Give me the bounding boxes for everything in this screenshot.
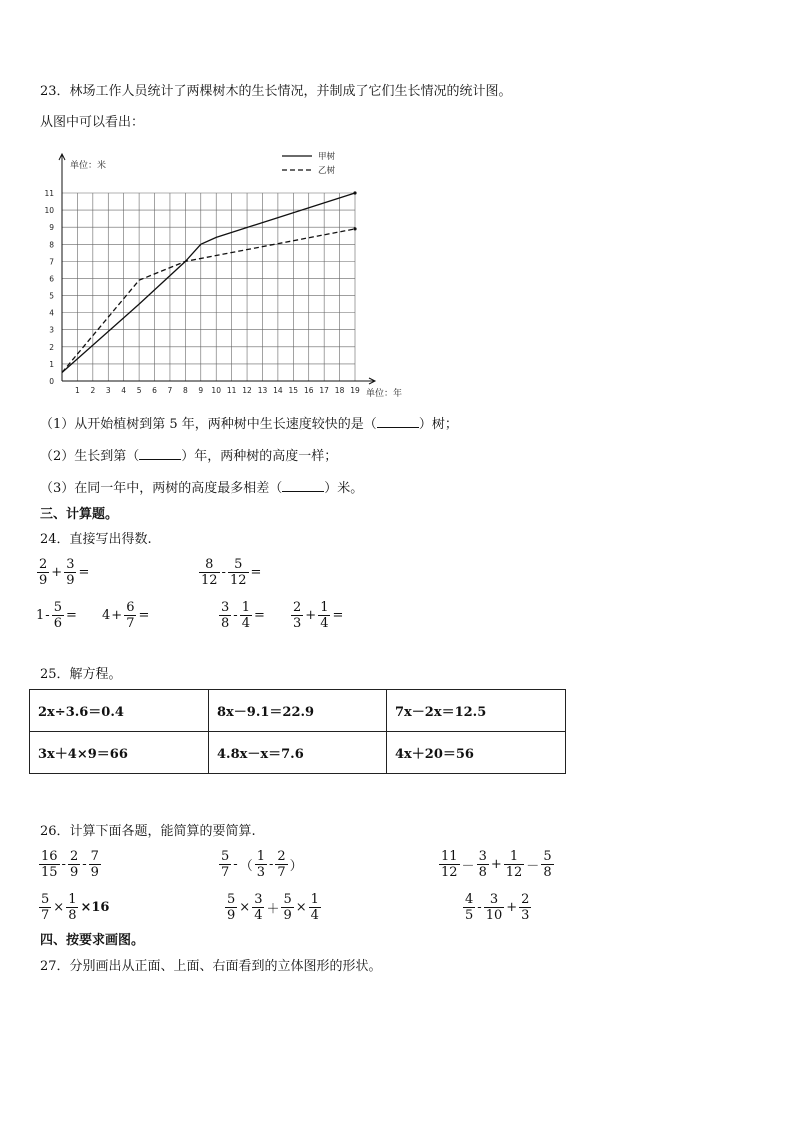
fraction [225, 892, 237, 923]
math-token: = [78, 565, 90, 580]
growth-line-chart [36, 146, 416, 408]
math-token: 7 [90, 849, 99, 864]
math-token: × [295, 900, 307, 915]
series-end-point [353, 227, 356, 230]
fraction [66, 892, 78, 923]
math-token: 12 [229, 573, 247, 588]
math-token: 9 [39, 573, 48, 588]
math-token: 8 [221, 616, 230, 631]
y-tick-label: 8 [49, 240, 54, 250]
math-token: - [45, 608, 50, 623]
q26-expr-4 [38, 892, 110, 923]
q24-expr-4 [102, 600, 150, 631]
fraction [309, 892, 321, 923]
equation-cell: 2x÷3.6＝0.4 [30, 690, 209, 732]
series-end-point [353, 191, 356, 194]
math-token: （ [239, 859, 253, 874]
math-token: ×16 [80, 900, 110, 915]
y-tick-label: 0 [49, 377, 54, 386]
answer-blank-2[interactable] [139, 447, 181, 460]
q27-title: 27．分别画出从正面、上面、右面看到的立体图形的形状。 [40, 959, 382, 974]
math-token: 2 [277, 849, 286, 864]
table-row [30, 732, 566, 774]
math-token: 9 [283, 908, 292, 923]
q23-sub1 [40, 415, 458, 434]
math-token: 5 [41, 892, 50, 907]
math-token: 3 [221, 600, 230, 615]
fraction [484, 892, 505, 923]
fraction [275, 849, 287, 880]
math-token: 3 [478, 849, 487, 864]
fraction [504, 849, 525, 880]
q24-title: 24．直接写出得数. [40, 532, 152, 547]
y-tick-label: 9 [49, 223, 54, 233]
math-token: 4 [102, 608, 111, 623]
math-token: 6 [53, 616, 62, 631]
x-tick-label: 13 [257, 386, 268, 395]
math-token: 8 [478, 865, 487, 880]
math-token: 1 [241, 600, 250, 615]
math-token: + [51, 565, 63, 580]
q24-expr-5 [218, 600, 266, 631]
fraction [89, 849, 101, 880]
math-token: － [526, 859, 540, 874]
math-token: 4 [320, 616, 329, 631]
fraction [39, 892, 51, 923]
section-3-heading: 三、计算题。 [40, 507, 119, 522]
x-tick-label: 3 [105, 386, 111, 395]
x-tick-label: 15 [288, 386, 299, 395]
math-token: 3 [66, 557, 75, 572]
math-token: 4 [310, 908, 319, 923]
fraction [240, 600, 252, 631]
math-token: 5 [227, 892, 236, 907]
math-token: 11 [441, 849, 458, 864]
fraction [228, 557, 249, 588]
math-token: 8 [205, 557, 214, 572]
q26-expr-1 [38, 849, 102, 880]
fraction [199, 557, 220, 588]
math-token: 7 [221, 865, 230, 880]
math-token: 6 [126, 600, 135, 615]
math-token: － [461, 859, 475, 874]
chart-grid [62, 193, 355, 381]
x-tick-label: 14 [273, 386, 283, 395]
equation-cell: 4x＋20＝56 [387, 732, 566, 774]
math-token: 5 [221, 849, 230, 864]
math-token: 9 [227, 908, 236, 923]
math-token: 4 [254, 908, 263, 923]
legend-label: 乙树 [318, 166, 336, 176]
q26-expr-6 [462, 892, 532, 923]
math-token: 3 [293, 616, 302, 631]
math-token: = [65, 608, 77, 623]
math-token: 1 [68, 892, 77, 907]
math-token: - [233, 608, 238, 623]
fraction [39, 849, 60, 880]
y-tick-label: 10 [44, 206, 54, 216]
q23-sub1-text-a: （1）从开始植树到第 5 年，两种树中生长速度较快的是（ [40, 417, 377, 432]
x-tick-label: 11 [226, 386, 237, 395]
math-token: - [268, 857, 274, 872]
fraction [124, 600, 136, 631]
math-token: 5 [234, 557, 243, 572]
x-tick-label: 1 [75, 386, 80, 395]
y-tick-label: 3 [49, 325, 54, 335]
x-tick-label: 2 [90, 386, 96, 395]
equation-table [29, 689, 566, 774]
fraction [291, 600, 303, 631]
math-token: ） [289, 859, 303, 874]
q23-sub2-text-b: ）年，两种树的高度一样； [181, 449, 338, 464]
x-tick-label: 5 [136, 386, 142, 395]
y-tick-label: 5 [49, 291, 54, 301]
chart-series [62, 191, 357, 372]
math-token: = [253, 608, 265, 623]
chart-axes [59, 154, 375, 384]
q24-expr-6 [290, 600, 344, 631]
math-token: 1 [256, 849, 265, 864]
q23-sub3-text-b: ）米。 [324, 481, 364, 496]
math-token: 16 [41, 849, 58, 864]
math-token: = [138, 608, 150, 623]
math-token: + [111, 608, 123, 623]
math-token: 5 [53, 600, 62, 615]
fraction [219, 849, 231, 880]
math-token: × [53, 900, 65, 915]
math-token: + [506, 900, 518, 915]
q26-title: 26．计算下面各题，能简算的要简算. [40, 824, 256, 839]
math-token: 1 [320, 600, 329, 615]
q26-expr-3 [438, 849, 555, 880]
q23-intro: 从图中可以看出： [40, 115, 145, 130]
math-token: 12 [201, 573, 218, 588]
fraction [318, 600, 330, 631]
math-token: - [221, 565, 226, 580]
fraction [519, 892, 531, 923]
fraction [37, 557, 49, 588]
q23-sub2 [40, 447, 337, 466]
math-token: 1 [509, 849, 519, 864]
equation-cell: 3x＋4×9＝66 [30, 732, 209, 774]
math-token: 7 [41, 908, 50, 923]
fraction [281, 892, 293, 923]
q24-expr-2 [198, 557, 262, 588]
math-token: 2 [69, 849, 79, 864]
q23-sub3-text-a: （3）在同一年中，两树的高度最多相差（ [40, 481, 283, 496]
answer-blank-3[interactable] [282, 479, 324, 492]
y-tick-label: 11 [44, 189, 54, 198]
q26-expr-5 [224, 892, 322, 923]
math-token: 10 [485, 908, 503, 923]
q24-expr-1 [36, 557, 90, 588]
math-token: 9 [69, 865, 79, 880]
math-token: 2 [39, 557, 48, 572]
x-tick-label: 7 [167, 386, 173, 395]
math-token: - [477, 900, 482, 915]
x-tick-label: 12 [242, 386, 252, 395]
math-token: 2 [293, 600, 302, 615]
math-token: 15 [41, 865, 58, 880]
y-tick-label: 6 [49, 274, 54, 284]
math-token: 5 [465, 908, 474, 923]
math-token: 7 [126, 616, 135, 631]
q23-sub2-text-a: （2）生长到第（ [40, 449, 140, 464]
equation-cell: 4.8x－x＝7.6 [209, 732, 387, 774]
math-token: 8 [543, 865, 552, 880]
fraction [541, 849, 553, 880]
y-tick-label: 2 [49, 342, 54, 352]
x-tick-label: 18 [334, 386, 345, 395]
q23-sub1-text-b: ）树； [418, 417, 458, 432]
y-tick-label: 1 [49, 359, 54, 369]
x-tick-label: 17 [319, 386, 329, 395]
y-tick-label: 4 [49, 308, 54, 318]
math-token: + [490, 857, 502, 872]
math-token: 5 [283, 892, 292, 907]
math-token: 7 [277, 865, 286, 880]
math-token: 12 [505, 865, 523, 880]
math-token: 3 [254, 892, 263, 907]
q24-expr-3 [36, 600, 78, 631]
y-tick-label: 7 [49, 257, 54, 267]
table-row [30, 690, 566, 732]
series-line [62, 229, 355, 373]
chart-legend [282, 151, 336, 176]
q26-expr-2 [218, 849, 304, 880]
math-token: - [61, 857, 66, 872]
math-token: 3 [521, 908, 530, 923]
fraction [64, 557, 76, 588]
math-token: 4 [465, 892, 474, 907]
math-token: 2 [521, 892, 530, 907]
x-tick-label: 9 [198, 386, 204, 395]
math-token: 8 [68, 908, 77, 923]
q23-title: 23．林场工作人员统计了两棵树木的生长情况，并制成了它们生长情况的统计图。 [40, 84, 512, 99]
x-tick-label: 6 [152, 386, 157, 395]
y-unit-label: 单位：米 [70, 161, 107, 171]
math-token: 12 [441, 865, 458, 880]
math-token: ＋ [266, 902, 280, 917]
answer-blank-1[interactable] [377, 415, 419, 428]
equation-cell: 7x－2x＝12.5 [387, 690, 566, 732]
math-token: 9 [66, 573, 75, 588]
math-token: - [233, 857, 238, 872]
math-token: 5 [543, 849, 552, 864]
series-line [62, 193, 355, 373]
math-token: - [82, 857, 87, 872]
math-token: 1 [36, 608, 45, 623]
fraction [439, 849, 460, 880]
fraction [463, 892, 475, 923]
legend-label: 甲树 [318, 152, 336, 162]
math-token: 4 [241, 616, 250, 631]
math-token: + [305, 608, 317, 623]
fraction [255, 849, 267, 880]
fraction [252, 892, 264, 923]
x-tick-label: 19 [350, 386, 360, 395]
q23-sub3 [40, 479, 363, 498]
math-token: 3 [489, 892, 499, 907]
q25-title: 25．解方程。 [40, 667, 122, 682]
x-unit-label: 单位：年 [366, 389, 403, 399]
math-token: = [332, 608, 344, 623]
fraction [52, 600, 64, 631]
math-token: 1 [310, 892, 319, 907]
fraction [219, 600, 231, 631]
math-token: × [239, 900, 251, 915]
x-tick-label: 10 [211, 386, 221, 395]
math-token: = [250, 565, 262, 580]
math-token: 9 [90, 865, 99, 880]
math-token: 3 [256, 865, 265, 880]
x-tick-label: 4 [121, 386, 127, 395]
fraction [477, 849, 489, 880]
section-4-heading: 四、按要求画图。 [40, 933, 145, 948]
x-tick-label: 16 [303, 386, 314, 395]
x-tick-label: 8 [182, 386, 188, 395]
equation-cell: 8x－9.1＝22.9 [209, 690, 387, 732]
fraction [68, 849, 80, 880]
